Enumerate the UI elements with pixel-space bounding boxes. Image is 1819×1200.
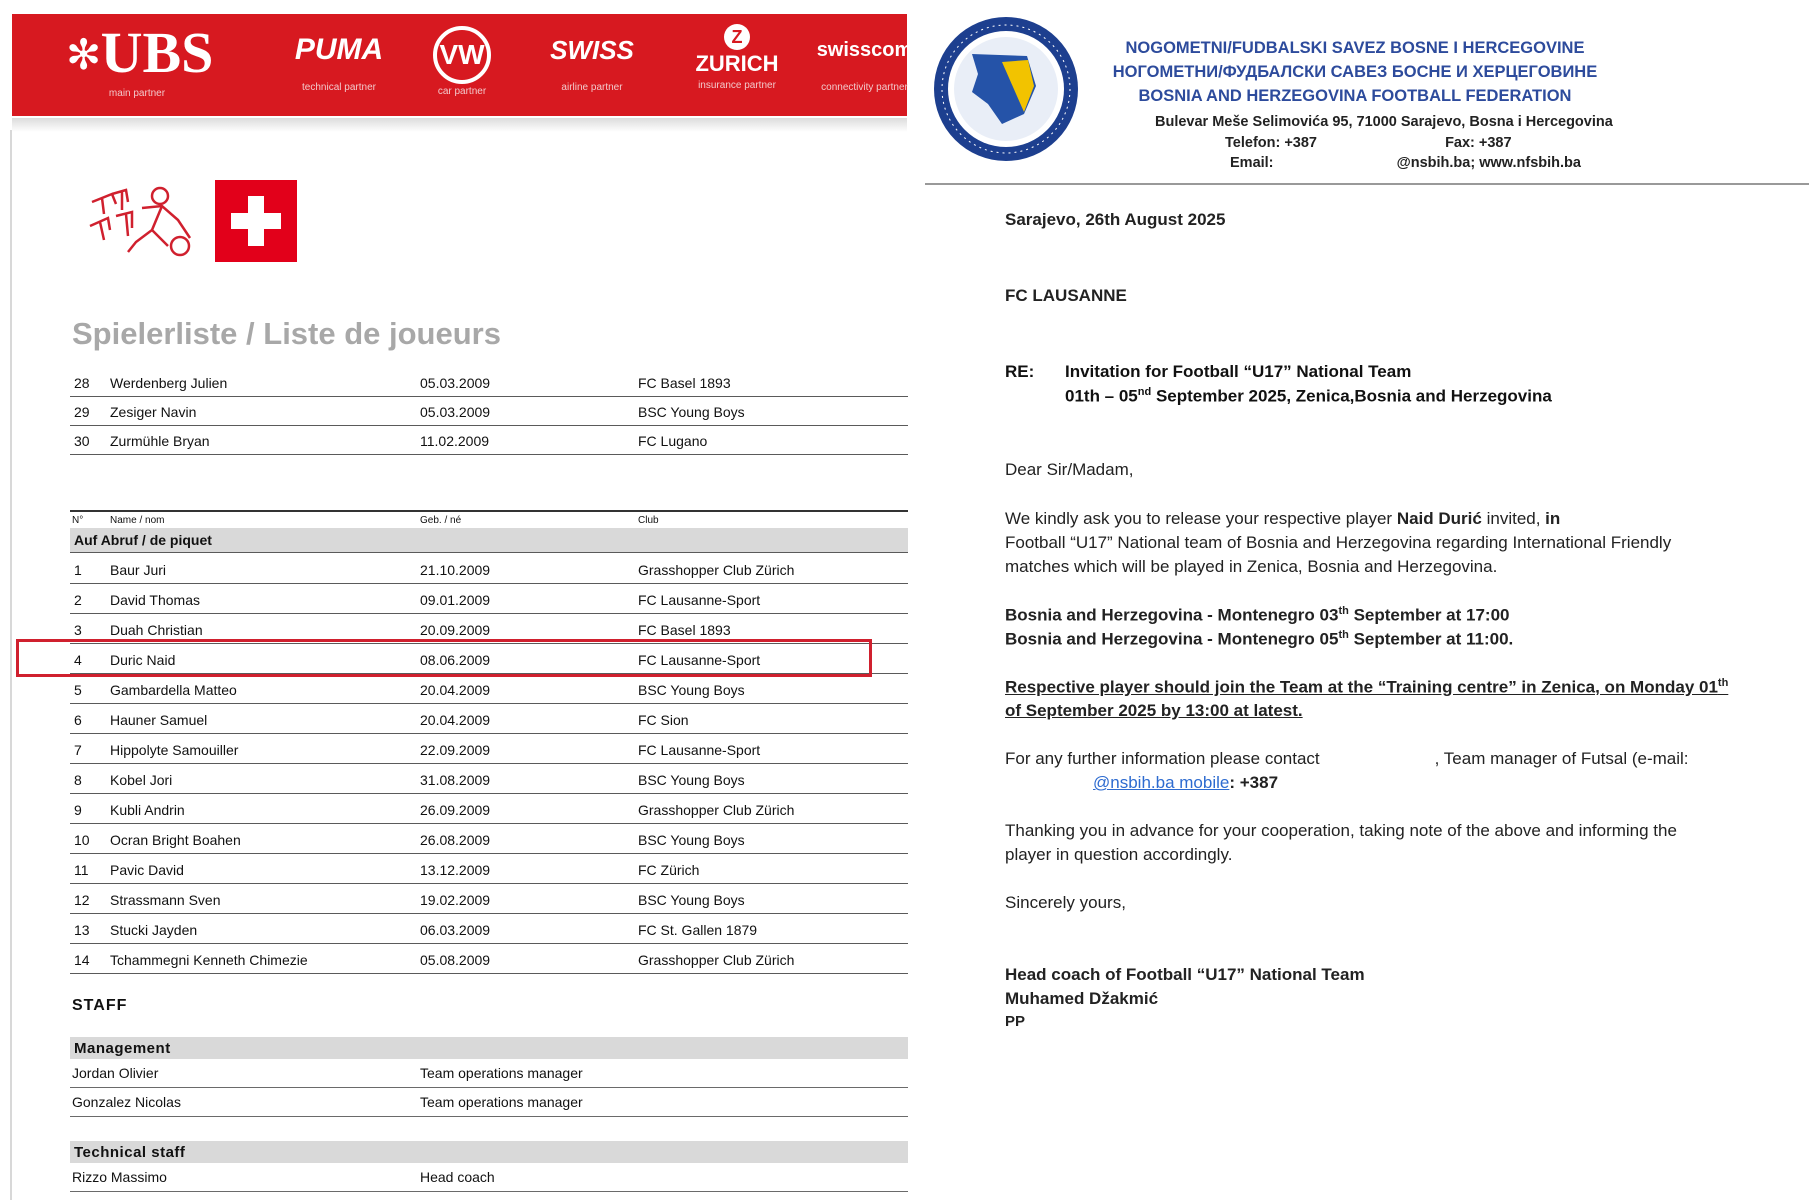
section-band-management [70,1037,908,1059]
table-row [70,396,908,426]
table-row [70,367,908,397]
header-divider [925,183,1809,185]
federation-name-local: NOGOMETNI/FUDBALSKI SAVEZ BOSNE I HERCEGOVINE [1125,39,1585,57]
table-row [70,914,908,944]
player-number: 8 [74,772,82,788]
federation-address: Bulevar Meše Selimovića 95, 71000 Sarajevo, Bosna i Hercegovina [1155,114,1613,130]
player-number: 6 [74,712,82,728]
sponsor-vw [417,20,507,97]
sponsor-bar [12,14,913,116]
player-name: Zurmühle Bryan [110,433,210,449]
staff-name: Jordan Olivier [72,1065,159,1081]
player-name: Naid Durić [1396,509,1482,528]
join-instruction-line1: Respective player should join the Team at the “Training centre” in Zenica, on Monday 01th [1005,677,1729,697]
sfv-asf-logo-icon [82,180,197,260]
player-birthdate: 19.02.2009 [420,892,491,908]
staff-role: Team operations manager [420,1065,583,1081]
player-name: Baur Juri [110,562,167,578]
player-club: BSC Young Boys [638,892,745,908]
thanks-line2: player in question accordingly. [1005,845,1233,864]
section-label: Auf Abruf / de piquet [74,532,212,548]
player-name: Duric Naid [110,652,176,668]
player-number: 30 [74,433,90,449]
player-birthdate: 20.09.2009 [420,622,491,638]
table-row [70,734,908,764]
player-number: 29 [74,404,90,420]
contact-info-line2: @nsbih.ba mobile: +387 [1093,773,1279,792]
table-row [70,884,908,914]
header-number: N° [72,515,84,526]
highlight-box [16,639,872,677]
ubs-keys-icon: ✻ [66,31,102,78]
player-birthdate: 22.09.2009 [420,742,491,758]
player-club: FC Basel 1893 [638,622,731,638]
player-number: 11 [74,862,89,878]
player-birthdate: 20.04.2009 [420,712,491,728]
sponsor-role: connectivity partner [821,82,908,93]
section-label: Technical staff [74,1144,186,1161]
sponsor-swiss [532,20,652,93]
re-dates: 01th – 05nd September 2025, Zenica,Bosnia and Herzegovina [1065,386,1552,406]
federation-name-block [1095,36,1615,108]
fax-label: Fax: +387 [1445,135,1512,151]
section-band-piquet [70,528,908,553]
player-club: BSC Young Boys [638,404,745,420]
section-band-technical [70,1141,908,1163]
bar-shadow [12,118,907,132]
player-number: 10 [74,832,90,848]
signature-pp: PP [1005,1013,1026,1030]
sponsor-ubs [52,20,222,99]
sponsor-name: UBS [100,20,214,85]
player-name: Kobel Jori [110,772,173,788]
player-birthdate: 20.04.2009 [420,682,491,698]
table-row [70,764,908,794]
staff-role: Team operations manager [420,1094,583,1110]
player-name: Duah Christian [110,622,203,638]
player-name: Zesiger Navin [110,404,197,420]
page-edge [10,130,12,1200]
sponsor-name: SWISS [550,35,634,65]
staff-row [70,1163,908,1192]
table-row [70,854,908,884]
header-name: Name / nom [110,515,165,526]
player-number: 2 [74,592,82,608]
re-label: RE: [1005,362,1035,381]
player-birthdate: 21.10.2009 [420,562,491,578]
sponsor-role: airline partner [561,82,623,93]
letter-date: Sarajevo, 26th August 2025 [1005,210,1226,229]
swiss-flag-icon [215,180,297,262]
staff-row [70,1088,908,1117]
player-birthdate: 13.12.2009 [420,862,491,878]
player-number: 28 [74,375,90,391]
table-row [70,794,908,824]
player-club: FC Lugano [638,433,708,449]
player-name: Stucki Jayden [110,922,198,938]
sponsor-name: swisscom [816,39,913,61]
table-row [70,704,908,734]
email-value: @nsbih.ba; www.nfsbih.ba [1396,155,1581,171]
federation-contact [1225,135,1512,151]
player-number: 7 [74,742,82,758]
phone-label: Telefon: +387 [1225,135,1317,151]
paragraph-request-line3: matches which will be played in Zenica, Bosnia and Herzegovina. [1005,557,1498,576]
email-label: Email: [1230,155,1274,171]
player-birthdate: 05.03.2009 [420,375,491,391]
contact-info-line1: For any further information please contact , Team manager of Futsal (e-mail: [1005,749,1689,768]
player-birthdate: 05.03.2009 [420,404,491,420]
player-name: Strassmann Sven [110,892,221,908]
player-club: FC Lausanne-Sport [638,592,761,608]
player-name: David Thomas [110,592,201,608]
zurich-logo-icon: Z [724,24,750,50]
staff-role: Head coach [420,1169,495,1185]
player-number: 1 [74,562,82,578]
sponsor-name: PUMA [294,33,384,66]
federation-name-english: BOSNIA AND HERZEGOVINA FOOTBALL FEDERATION [1138,87,1572,105]
join-instruction-line2: of September 2025 by 13:00 at latest. [1005,701,1303,720]
player-club: Grasshopper Club Zürich [638,952,795,968]
staff-row [70,1059,908,1088]
table-row [70,824,908,854]
federation-email [1230,155,1581,171]
player-birthdate: 26.08.2009 [420,832,491,848]
player-club: FC Lausanne-Sport [638,652,761,668]
table-header [70,510,908,528]
sponsor-role: car partner [437,86,487,97]
staff-name: Gonzalez Nicolas [72,1094,181,1110]
player-number: 13 [74,922,90,938]
vw-logo-icon: VW [433,26,491,84]
salutation: Dear Sir/Madam, [1005,460,1134,479]
table-row [70,584,908,614]
player-number: 4 [74,652,82,668]
player-name: Kubli Andrin [110,802,185,818]
match-1: Bosnia and Herzegovina - Montenegro 03th September at 17:00 [1005,605,1510,625]
player-number: 12 [74,892,90,908]
page-title: Spielerliste / Liste de joueurs [72,316,501,351]
player-name: Pavic David [110,862,184,878]
sponsor-role: main partner [108,88,166,99]
player-number: 14 [74,952,90,968]
sponsor-role: insurance partner [698,80,776,91]
player-birthdate: 11.02.2009 [420,433,490,449]
letter-recipient: FC LAUSANNE [1005,286,1127,305]
player-club: FC Zürich [638,862,700,878]
player-name: Werdenberg Julien [110,375,228,391]
signature-title: Head coach of Football “U17” National Team [1005,965,1365,984]
player-club: FC Basel 1893 [638,375,731,391]
table-row [70,674,908,704]
closing: Sincerely yours, [1005,893,1126,912]
email-link[interactable]: @nsbih.ba mobile [1093,773,1230,792]
player-name: Gambardella Matteo [110,682,237,698]
player-name: Tchammegni Kenneth Chimezie [110,952,308,968]
signature-name: Muhamed Džakmić [1005,989,1159,1008]
bih-federation-crest-icon [932,14,1080,164]
player-birthdate: 06.03.2009 [420,922,491,938]
sponsor-swisscom [812,20,917,93]
player-club: Grasshopper Club Zürich [638,802,795,818]
player-club: BSC Young Boys [638,682,745,698]
sponsor-puma [284,20,394,93]
header-birthdate: Geb. / né [420,515,462,526]
player-club: BSC Young Boys [638,772,745,788]
table-row [70,425,908,455]
paragraph-request-line2: Football “U17” National team of Bosnia and Herzegovina regarding International Friendly [1005,533,1672,552]
player-birthdate: 09.01.2009 [420,592,491,608]
table-row [70,554,908,584]
player-name: Ocran Bright Boahen [110,832,241,848]
player-club: FC Lausanne-Sport [638,742,761,758]
re-subject: Invitation for Football “U17” National Team [1065,362,1412,381]
player-birthdate: 05.08.2009 [420,952,491,968]
section-label: Management [74,1040,171,1057]
sponsor-name: ZURICH [695,51,779,76]
player-birthdate: 26.09.2009 [420,802,491,818]
player-number: 9 [74,802,82,818]
player-club: FC Sion [638,712,689,728]
player-name: Hauner Samuel [110,712,208,728]
player-club: BSC Young Boys [638,832,745,848]
table-row [70,944,908,974]
player-number: 3 [74,622,82,638]
federation-name-cyrillic: НОГОМЕТНИ/ФУДБАЛСКИ САВЕЗ БОСНЕ И ХЕРЦЕГОВИНЕ [1112,63,1598,81]
match-2: Bosnia and Herzegovina - Montenegro 05th September at 11:00. [1005,629,1514,649]
player-club: Grasshopper Club Zürich [638,562,795,578]
paragraph-request-line1: We kindly ask you to release your respective player Naid Durić invited, in [1005,509,1561,528]
player-number: 5 [74,682,82,698]
thanks-line1: Thanking you in advance for your cooperation, taking note of the above and informing the [1005,821,1677,840]
player-name: Hippolyte Samouiller [110,742,239,758]
player-club: FC St. Gallen 1879 [638,922,758,938]
staff-heading: STAFF [72,997,128,1014]
bih-federation-letter [925,0,1819,1200]
staff-name: Rizzo Massimo [72,1169,167,1185]
sponsor-zurich [687,20,787,91]
player-birthdate: 08.06.2009 [420,652,491,668]
player-birthdate: 31.08.2009 [420,772,491,788]
sponsor-role: technical partner [302,82,376,93]
header-club: Club [638,515,659,526]
